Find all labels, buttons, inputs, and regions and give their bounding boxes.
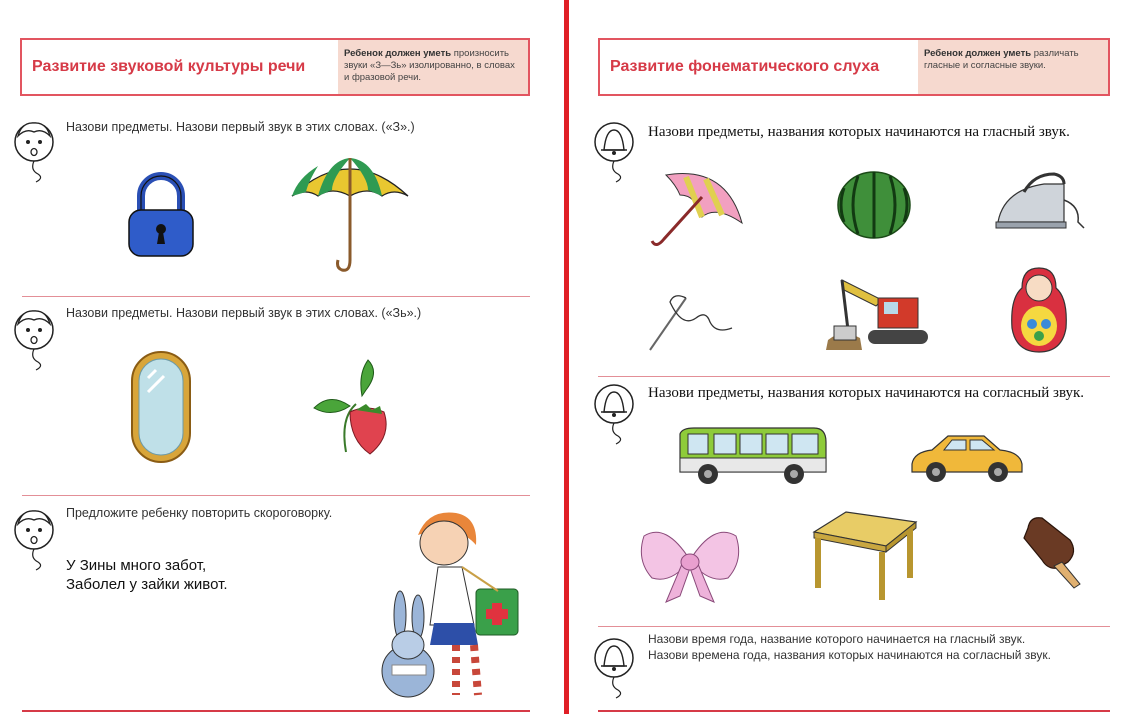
- bell-icon: [592, 118, 636, 188]
- mirror-icon: [128, 348, 194, 466]
- boy-face-icon: [12, 306, 56, 376]
- rhyme-line-2: Заболел у зайки живот.: [66, 576, 228, 593]
- tongue-twister: [66, 556, 228, 594]
- right-task-2: Назови предметы, названия которых начинаются на согласный звук.: [648, 385, 1085, 401]
- right-task-1: Назови предметы, названия которых начинаются на гласный звук.: [648, 124, 1070, 140]
- right-header-note: [918, 40, 1108, 94]
- left-header: [20, 38, 530, 96]
- right-task-3b: Назови времена года, названия которых начинаются на согласный звук.: [648, 648, 1051, 662]
- lock-icon: [125, 172, 197, 260]
- right-header: [598, 38, 1110, 96]
- ice-cream-icon: [1020, 512, 1084, 594]
- bow-icon: [636, 516, 744, 606]
- bus-icon: [674, 424, 830, 488]
- left-note-bold: Ребенок должен уметь: [344, 48, 452, 59]
- left-rule-1: [22, 296, 530, 297]
- left-task-3: Предложите ребенку повторить скороговорку.: [66, 506, 333, 520]
- right-note-text: различать гласные и согласные звуки.: [924, 48, 1079, 71]
- left-note-text: произносить звуки «З—Зь» изолированно, в словах и фразовой речи.: [344, 48, 515, 83]
- table-icon: [810, 508, 920, 602]
- left-bottom-rule: [22, 710, 530, 712]
- car-icon: [908, 430, 1026, 486]
- left-page: [0, 0, 560, 714]
- page-divider: [564, 0, 569, 714]
- bell-icon: [592, 380, 636, 450]
- boy-face-icon: [12, 506, 56, 576]
- boy-face-icon: [12, 118, 56, 188]
- rhyme-line-1: У Зины много забот,: [66, 557, 207, 574]
- right-page: [576, 0, 1132, 714]
- right-page-title: Развитие фонематического слуха: [610, 58, 880, 75]
- umbrella-pink-icon: [646, 165, 746, 255]
- excavator-icon: [822, 270, 932, 354]
- right-note-bold: Ребенок должен уметь: [924, 48, 1032, 59]
- umbrella-icon: [288, 150, 412, 276]
- left-rule-2: [22, 495, 530, 496]
- right-bottom-rule: [598, 710, 1110, 712]
- iron-icon: [994, 170, 1086, 236]
- left-header-note: [338, 40, 528, 94]
- left-page-title: Развитие звуковой культуры речи: [32, 58, 306, 75]
- strawberry-icon: [310, 356, 396, 458]
- left-task-1: Назови предметы. Назови первый звук в этих словах. («З».): [66, 120, 415, 134]
- right-rule-1: [598, 376, 1110, 377]
- needle-thread-icon: [646, 288, 736, 354]
- bell-icon: [592, 634, 636, 704]
- girl-doctor-with-bunny-icon: [378, 505, 536, 705]
- matryoshka-icon: [1008, 264, 1070, 356]
- left-task-2: Назови предметы. Назови первый звук в этих словах. («Зь».): [66, 306, 422, 320]
- watermelon-icon: [834, 168, 914, 242]
- right-task-3a: Назови время года, название которого начинается на гласный звук.: [648, 632, 1026, 646]
- right-rule-2: [598, 626, 1110, 627]
